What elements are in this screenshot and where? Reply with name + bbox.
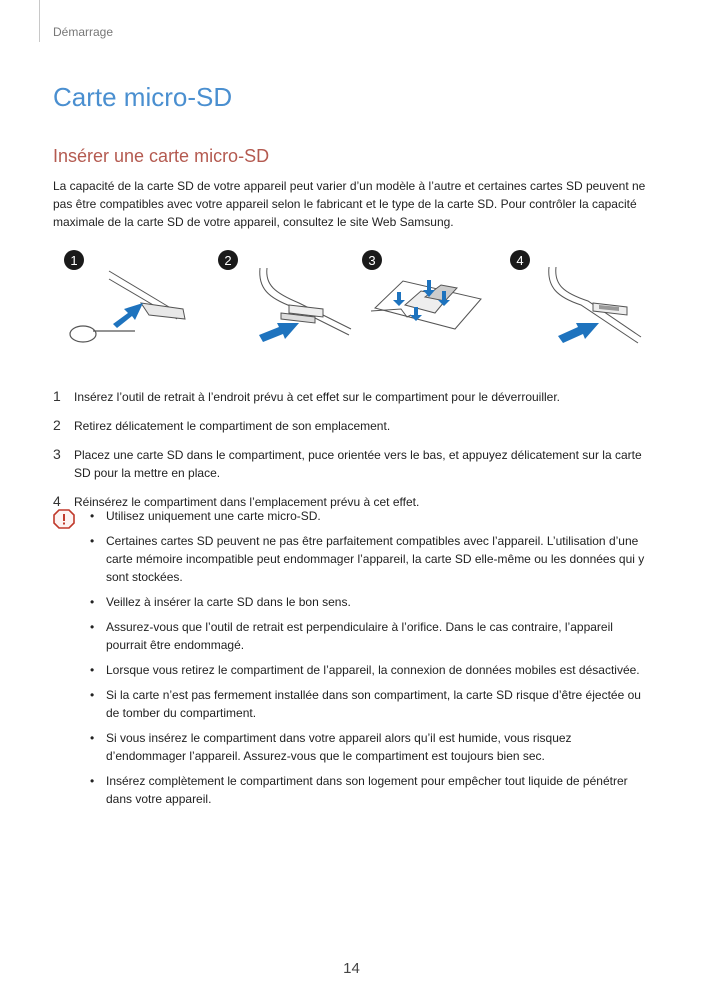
bullet: • [90, 663, 95, 677]
page-title: Carte micro-SD [53, 82, 233, 112]
bullet: • [90, 509, 95, 523]
panel-2-remove-tray [218, 250, 351, 342]
arrow-down-icon [393, 292, 405, 306]
step-number: 4 [53, 493, 61, 509]
caution-text: Si vous insérez le compartiment dans votre appareil alors qu’il est humide, vous risquez d’endommager l’appareil. Assurez-vous que le compartiment est toujours bien sec. [106, 731, 572, 763]
page-number: 14 [343, 960, 360, 977]
caution-item [90, 661, 651, 679]
step-text: Réinsérez le compartiment dans l’emplacement prévu à cet effet. [74, 495, 420, 509]
caution-list [53, 507, 651, 808]
caution-text: Assurez-vous que l’outil de retrait est perpendiculaire à l’orifice. Dans le cas contraire, l’appareil pourrait être endommagé. [106, 620, 613, 652]
caution-item [90, 729, 651, 765]
step-number: 3 [53, 446, 61, 462]
caution-icon [53, 509, 75, 529]
section-title: Insérer une carte micro-SD [53, 146, 270, 166]
arrow-insert-icon [558, 323, 599, 343]
insertion-diagram [53, 243, 651, 373]
bullet: • [90, 731, 95, 745]
caution-text: Lorsque vous retirez le compartiment de l’appareil, la connexion de données mobiles est désactivée. [106, 663, 640, 677]
step-number: 2 [53, 417, 61, 433]
caution-item [90, 532, 651, 586]
caution-item [90, 593, 651, 611]
badge-4-label: 4 [516, 253, 524, 268]
step-item [53, 446, 651, 482]
badge-3-label: 3 [368, 253, 376, 268]
caution-block [53, 507, 651, 815]
caution-item [90, 507, 651, 525]
caution-item [90, 686, 651, 722]
caution-text: Certaines cartes SD peuvent ne pas être parfaitement compatibles avec l’appareil. L’utilisation d’une carte mémoire incompatible peut endommager l’appareil, la carte SD elle-même ou les données qui y sont stockées. [106, 534, 645, 584]
margin-rule [39, 0, 40, 42]
bullet: • [90, 774, 95, 788]
panel-3-place-card [362, 250, 481, 329]
step-item [53, 388, 651, 406]
intro-paragraph: La capacité de la carte SD de votre appareil peut varier d’un modèle à l’autre et certaines cartes SD peuvent ne pas être compatibles avec votre appareil selon le fabricant et le type de la carte SD. Pour contrôler la capacité maximale de la carte SD de votre appareil, consultez le site Web Samsung. [53, 179, 646, 229]
caution-item [90, 772, 651, 808]
insertion-illustration [53, 243, 651, 373]
arrow-remove-icon [259, 323, 299, 342]
running-header: Démarrage [53, 25, 114, 39]
bullet: • [90, 534, 95, 548]
panel-1-eject-tool [64, 250, 185, 342]
step-list [53, 388, 651, 522]
step-text: Placez une carte SD dans le compartiment, puce orientée vers le bas, et appuyez délicatement sur la carte SD pour la mettre en place. [74, 448, 642, 480]
caution-text: Utilisez uniquement une carte micro-SD. [106, 509, 321, 523]
panel-4-reinsert-tray [510, 250, 641, 343]
badge-2-label: 2 [224, 253, 232, 268]
caution-text: Insérez complètement le compartiment dans son logement pour empêcher tout liquide de pénétrer dans votre appareil. [106, 774, 628, 806]
step-text: Retirez délicatement le compartiment de son emplacement. [74, 419, 391, 433]
step-number: 1 [53, 388, 61, 404]
step-item [53, 417, 651, 435]
bullet: • [90, 620, 95, 634]
badge-1-label: 1 [70, 253, 78, 268]
step-text: Insérez l’outil de retrait à l’endroit prévu à cet effet sur le compartiment pour le déverrouiller. [74, 390, 561, 404]
arrow-insert-icon [113, 303, 143, 328]
caution-text: Si la carte n’est pas fermement installée dans son compartiment, la carte SD risque d’être éjectée ou de tomber du compartiment. [106, 688, 641, 720]
caution-text: Veillez à insérer la carte SD dans le bon sens. [106, 595, 351, 609]
caution-item [90, 618, 651, 654]
bullet: • [90, 688, 95, 702]
bullet: • [90, 595, 95, 609]
